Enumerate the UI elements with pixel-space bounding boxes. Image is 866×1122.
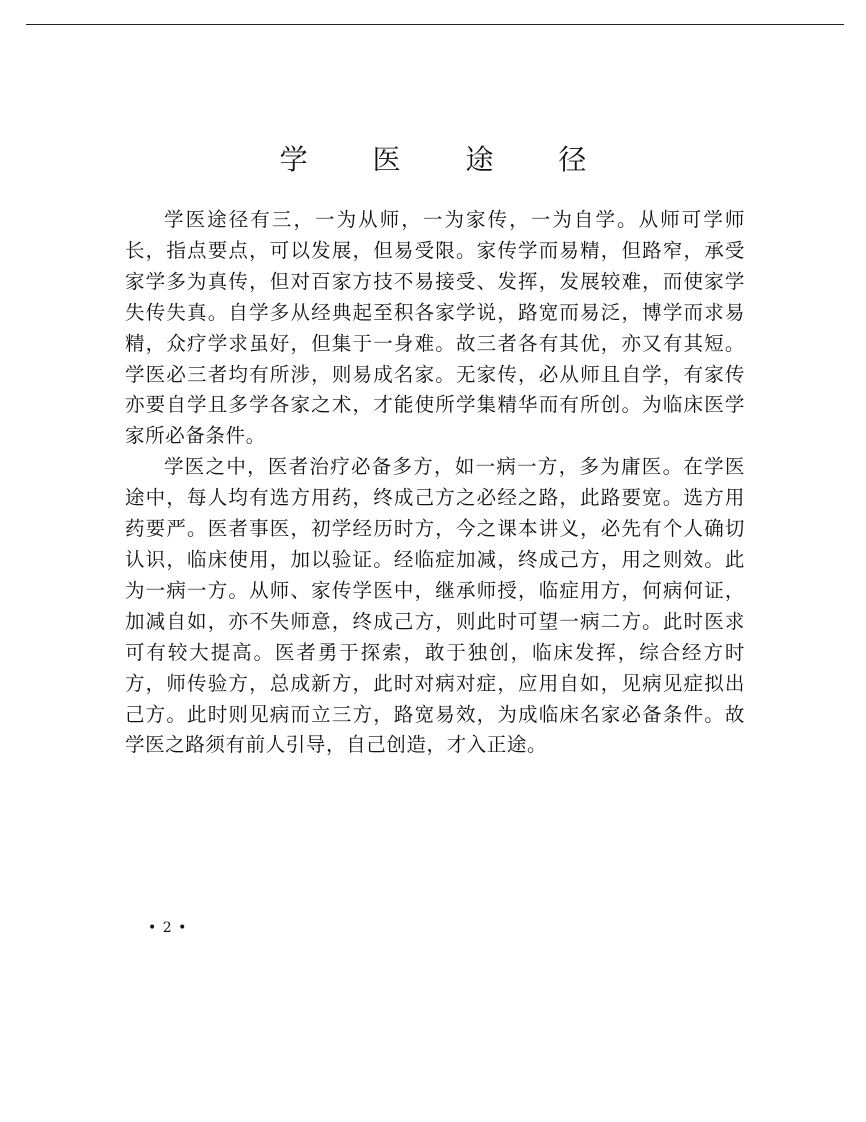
page-title: 学 医 途 径 (279, 143, 615, 176)
page-number: • 2 • (148, 920, 188, 936)
header-rule (26, 24, 844, 25)
paragraph-1: 学医途径有三，一为从师，一为家传，一为自学。从师可学师长，指点要点，可以发展，但易受限。家传学而易精，但路窄，承受家学多为真传，但对百家方技不易接受、发挥，发展较难，而使家学失传失真。自学多从经典起至积各家学说，路宽而易泛，博学而求易精，众疗学求虽好，但集于一身难。故三者各有其优，亦又有其短。学医必三者均有所涉，则易成名家。无家传，必从师且自学，有家传亦要自学且多学各家之术，才能使所学集精华而有所创。为临床医学家所必备条件。 (125, 208, 745, 448)
paragraph-2: 学医之中，医者治疗必备多方，如一病一方，多为庸医。在学医途中，每人均有选方用药，终成己方之必经之路，此路要宽。选方用药要严。医者事医，初学经历时方，今之课本讲义，必先有个人确切认识，临床使用，加以验证。经临症加减，终成己方，用之则效。此为一病一方。从师、家传学医中，继承师授，临症用方，何病何证，加减自如，亦不失师意，终成己方，则此时可望一病二方。此时医求可有较大提高。医者勇于探索，敢于独创，临床发挥，综合经方时方，师传验方，总成新方，此时对病对症，应用自如，见病见症拟出己方。此时则见病而立三方，路宽易效，为成临床名家必备条件。故学医之路须有前人引导，自己创造，才入正途。 (125, 455, 745, 757)
article-body (125, 205, 745, 761)
